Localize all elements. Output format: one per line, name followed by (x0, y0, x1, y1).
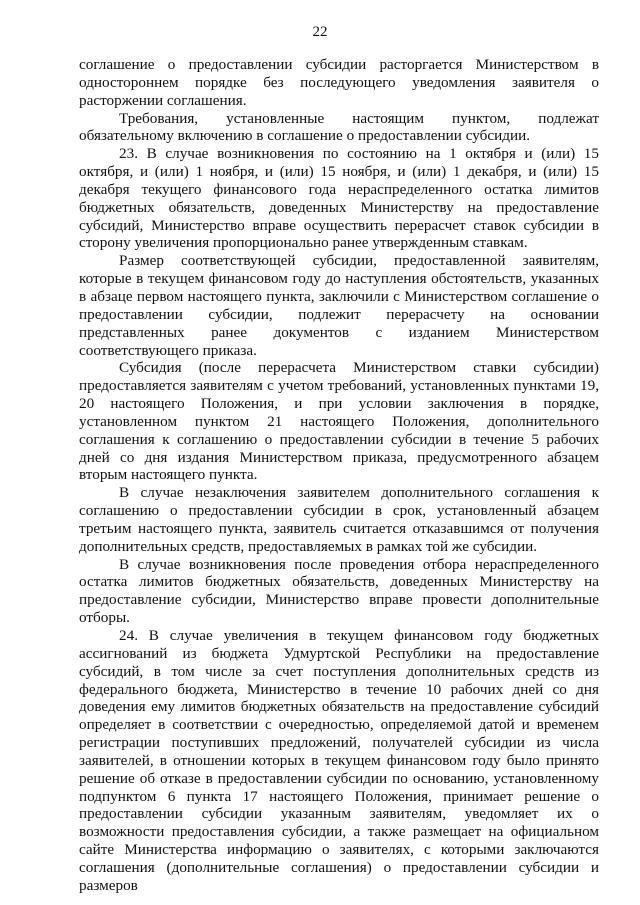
paragraph-clause-23: 23. В случае возникновения по состоянию на 1 октября и (или) 15 октября, и (или) 1 ноября, и (или) 15 ноября, и (или) 1 декабря, и (или) 15 декабря текущего финансового года нераспределенного остатка лимитов бюджетных обязательств, доведенных Министерству на предоставление субсидий, Министерство вправе осуществить перерасчет ставок субсидии в сторону увеличения пропорционально ранее утвержденным ставкам. (79, 145, 599, 252)
paragraph-subsidy-after-recalc: Субсидия (после перерасчета Министерством ставки субсидии) предоставляется заявителям с учетом требований, установленных пунктами 19, 20 настоящего Положения, и при условии заключения в порядке, установленном пунктом 21 настоящего Положения, дополнительного соглашения к соглашению о предоставлении субсидии в течение 5 рабочих дней со дня издания Министерством приказа, предусмотренного абзацем вторым настоящего пункта. (79, 359, 599, 484)
page-number: 22 (312, 24, 328, 40)
paragraph-recalculation: Размер соответствующей субсидии, предоставленной заявителям, которые в текущем финансовом году до наступления обстоятельств, указанных в абзаце первом настоящего пункта, заключили с Министерством соглашение о предоставлении субсидии, подлежит перерасчету на основании представленных ранее документов с изданием Министерством соответствующего приказа. (79, 252, 599, 359)
paragraph-requirements: Требования, установленные настоящим пунктом, подлежат обязательному включению в соглашение о предоставлении субсидии. (79, 109, 599, 145)
paragraph-contract-termination: соглашение о предоставлении субсидии расторгается Министерством в одностороннем порядке без последующего уведомления заявителя о расторжении соглашения. (79, 56, 599, 109)
paragraph-clause-24: 24. В случае увеличения в текущем финансовом году бюджетных ассигнований из бюджета Удмуртской Республики на предоставление субсидий, в том числе за счет поступления дополнительных средств из федерального бюджета, Министерство в течение 10 рабочих дней со дня доведения ему лимитов бюджетных обязательств на предоставление субсидий определяет в соответствии с очередностью, определяемой датой и временем регистрации поступивших предложений, получателей субсидии из числа заявителей, в отношении которых в текущем финансовом году было принято решение об отказе в предоставлении субсидии по основанию, установленному подпунктом 6 пункта 17 настоящего Положения, принимает решение о предоставлении субсидии указанным заявителям, уведомляет их о возможности предоставления субсидии, а также размещает на официальном сайте Министерства информацию о заявителях, с которыми заключаются соглашения (дополнительные соглашения) о предоставлении субсидии и размеров (79, 627, 599, 894)
body-text (79, 56, 599, 895)
paragraph-non-conclusion: В случае незаключения заявителем дополнительного соглашения к соглашению о предоставлении субсидии в срок, установленный абзацем третьим настоящего пункта, заявитель считается отказавшимся от получения дополнительных средств, предоставляемых в рамках той же субсидии. (79, 484, 599, 555)
paragraph-additional-selection: В случае возникновения после проведения отбора нераспределенного остатка лимитов бюджетных обязательств, доведенных Министерству на предоставление субсидии, Министерство вправе провести дополнительные отборы. (79, 555, 599, 627)
